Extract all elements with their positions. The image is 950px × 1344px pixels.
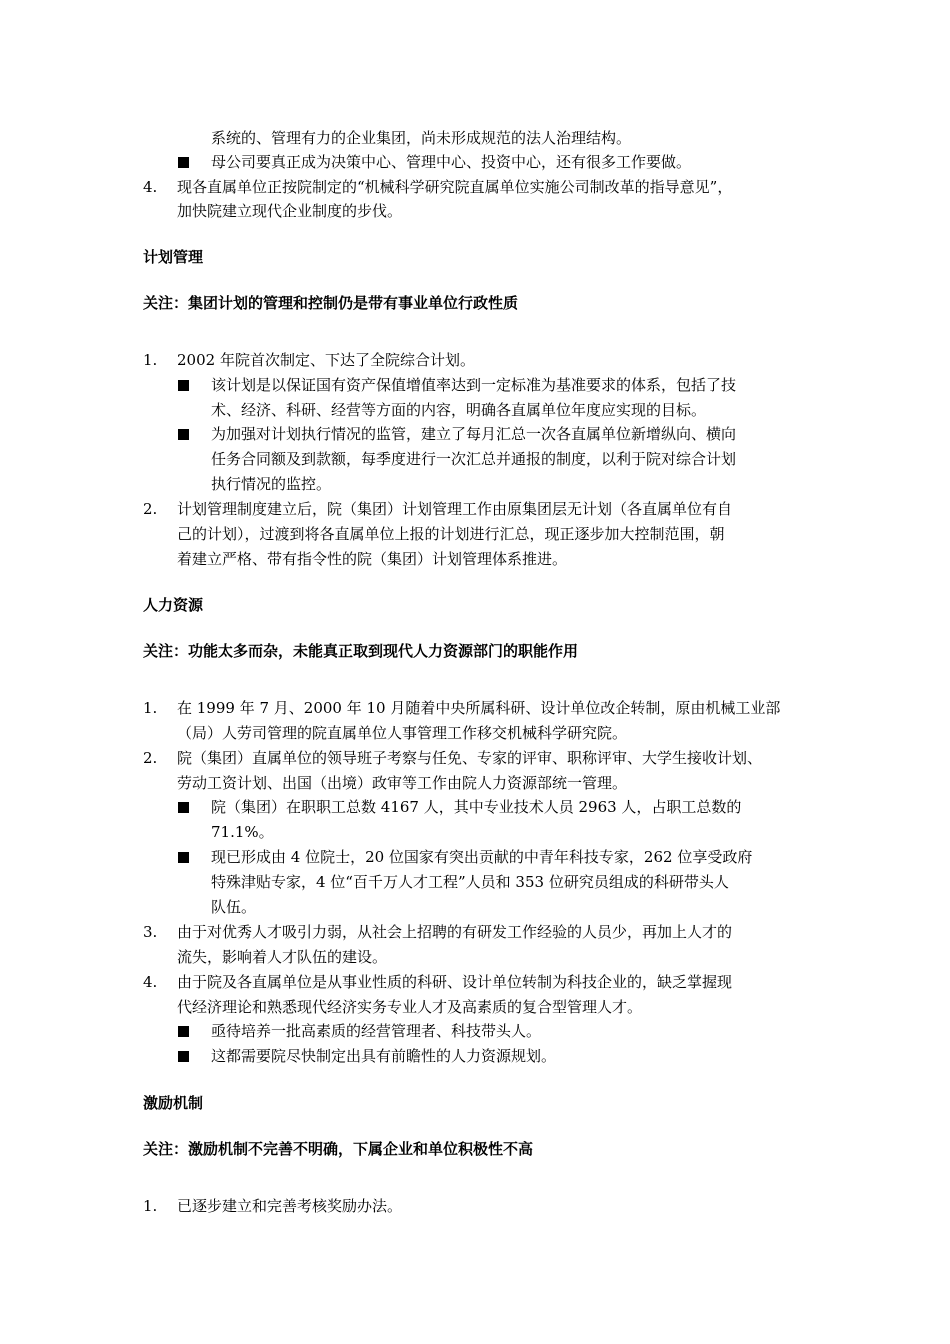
intro-bullet-text: 母公司要真正成为决策中心、管理中心、投资中心，还有很多工作要做。 — [211, 153, 692, 171]
hr-item3-line: 由于对优秀人才吸引力弱，从社会上招聘的有研发工作经验的人员少，再加上人才的 — [177, 923, 733, 941]
square-bullet-icon — [178, 1026, 189, 1037]
list-number: 4. — [143, 178, 158, 196]
plan-item1-bullet-line: 任务合同额及到款额，每季度进行一次汇总并通报的制度，以利于院对综合计划 — [211, 450, 737, 468]
list-number: 3. — [143, 923, 158, 941]
intro-item4-line: 现各直属单位正按院制定的“机械科学研究院直属单位实施公司制改革的指导意见”， — [177, 178, 733, 196]
section-title-plan: 计划管理 — [143, 248, 204, 266]
square-bullet-icon — [178, 380, 189, 391]
square-bullet-icon — [178, 852, 189, 863]
hr-item1-line: （局）人劳司管理的院直属单位人事管理工作移交机械科学研究院。 — [177, 724, 628, 742]
hr-item2-bullet-line: 现已形成由 4 位院士，20 位国家有突出贡献的中青年科技专家，262 位享受政府 — [211, 848, 753, 866]
hr-item3-line: 流失，影响着人才队伍的建设。 — [177, 948, 388, 966]
hr-item4-bullet-text: 亟待培养一批高素质的经营管理者、科技带头人。 — [211, 1022, 542, 1040]
square-bullet-icon — [178, 802, 189, 813]
hr-item1-line: 在 1999 年 7 月、2000 年 10 月随着中央所属科研、设计单位改企转制，原由机械工业部 — [177, 699, 781, 717]
list-number: 1. — [143, 351, 158, 369]
list-number: 1. — [143, 699, 158, 717]
hr-item2-line: 院（集团）直属单位的领导班子考察与任免、专家的评审、职称评审、大学生接收计划、 — [177, 749, 763, 767]
incentive-item1-text: 已逐步建立和完善考核奖励办法。 — [177, 1197, 403, 1215]
plan-item1-text: 2002 年院首次制定、下达了全院综合计划。 — [177, 351, 475, 369]
plan-item2-line: 着建立严格、带有指令性的院（集团）计划管理体系推进。 — [177, 550, 568, 568]
section-focus-incentive: 关注：激励机制不完善不明确，下属企业和单位积极性不高 — [143, 1140, 534, 1158]
plan-item1-bullet-line: 术、经济、科研、经营等方面的内容，明确各直属单位年度应实现的目标。 — [211, 401, 707, 419]
section-focus-hr: 关注：功能太多而杂，未能真正取到现代人力资源部门的职能作用 — [143, 642, 579, 660]
list-number: 2. — [143, 500, 158, 518]
hr-item2-bullet-line: 院（集团）在职职工总数 4167 人，其中专业技术人员 2963 人，占职工总数的 — [211, 798, 742, 816]
list-number: 1. — [143, 1197, 158, 1215]
hr-item4-line: 代经济理论和熟悉现代经济实务专业人才及高素质的复合型管理人才。 — [177, 998, 643, 1016]
square-bullet-icon — [178, 429, 189, 440]
plan-item1-bullet-line: 执行情况的监控。 — [211, 475, 332, 493]
plan-item1-bullet-line: 为加强对计划执行情况的监管，建立了每月汇总一次各直属单位新增纵向、横向 — [211, 425, 737, 443]
plan-item2-line: 计划管理制度建立后，院（集团）计划管理工作由原集团层无计划（各直属单位有自 — [177, 500, 733, 518]
hr-item4-bullet-text: 这都需要院尽快制定出具有前瞻性的人力资源规划。 — [211, 1047, 557, 1065]
hr-item2-bullet-line: 队伍。 — [211, 898, 257, 916]
section-focus-plan: 关注：集团计划的管理和控制仍是带有事业单位行政性质 — [143, 294, 519, 312]
plan-item1-bullet-line: 该计划是以保证国有资产保值增值率达到一定标准为基准要求的体系，包括了技 — [211, 376, 737, 394]
section-title-incentive: 激励机制 — [143, 1094, 204, 1112]
intro-continuation-line: 系统的、管理有力的企业集团，尚未形成规范的法人治理结构。 — [211, 129, 632, 147]
list-number: 2. — [143, 749, 158, 767]
section-title-hr: 人力资源 — [143, 596, 204, 614]
hr-item2-bullet-line: 特殊津贴专家，4 位“百千万人才工程”人员和 353 位研究员组成的科研带头人 — [211, 873, 729, 891]
hr-item4-line: 由于院及各直属单位是从事业性质的科研、设计单位转制为科技企业的，缺乏掌握现 — [177, 973, 733, 991]
square-bullet-icon — [178, 157, 189, 168]
hr-item2-bullet-line: 71.1%。 — [211, 823, 274, 841]
hr-item2-line: 劳动工资计划、出国（出境）政审等工作由院人力资源部统一管理。 — [177, 774, 628, 792]
list-number: 4. — [143, 973, 158, 991]
square-bullet-icon — [178, 1051, 189, 1062]
intro-item4-line: 加快院建立现代企业制度的步伐。 — [177, 202, 403, 220]
plan-item2-line: 己的计划），过渡到将各直属单位上报的计划进行汇总，现正逐步加大控制范围，朝 — [177, 525, 725, 543]
